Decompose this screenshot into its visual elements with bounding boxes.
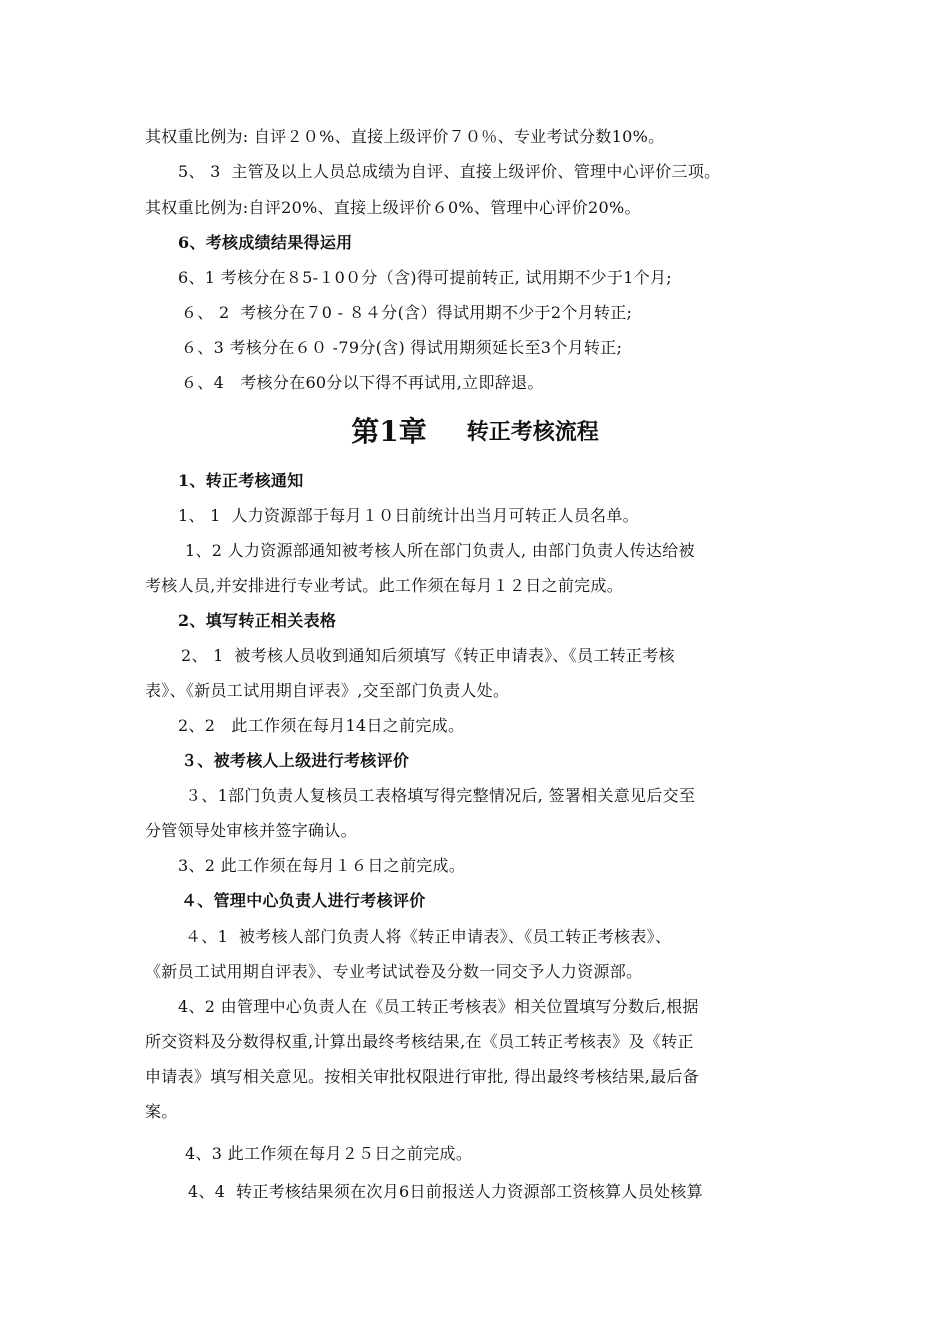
paragraph-line: 4、2 由管理中心负责人在《员工转正考核表》相关位置填写分数后,根据	[178, 997, 699, 1016]
paragraph-line: 4、3 此工作须在每月２５日之前完成。	[185, 1144, 473, 1163]
paragraph-line: 所交资料及分数得权重,计算出最终考核结果,在《员工转正考核表》及《转正	[145, 1032, 694, 1051]
paragraph-line: 6、1 考核分在８5-１0０分（含)得可提前转正, 试用期不少于1个月;	[178, 268, 672, 287]
paragraph-line: 申请表》填写相关意见。按相关审批权限进行审批, 得出最终考核结果,最后备	[145, 1067, 700, 1086]
chapter-title	[0, 410, 950, 450]
paragraph-line: ６、 2 考核分在７0 - ８４分(含）得试用期不少于2个月转正;	[181, 303, 633, 322]
paragraph-line: 2、 1 被考核人员收到通知后须填写《转正申请表》、《员工转正考核	[181, 646, 675, 665]
paragraph-line: 考核人员,并安排进行专业考试。此工作须在每月１２日之前完成。	[145, 576, 624, 595]
paragraph-line: 《新员工试用期自评表》、专业考试试卷及分数一同交予人力资源部。	[145, 962, 643, 981]
paragraph-line: 1、2 人力资源部通知被考核人所在部门负责人, 由部门负责人传达给被	[185, 541, 695, 560]
paragraph-line: ６、4 考核分在60分以下得不再试用,立即辞退。	[181, 373, 544, 392]
paragraph-line: ６、3 考核分在６０ -79分(含) 得试用期须延长至3个月转正;	[181, 338, 623, 357]
section-heading: ３、被考核人上级进行考核评价	[181, 751, 410, 770]
paragraph-line: 4、4 转正考核结果须在次月6日前报送人力资源部工资核算人员处核算	[188, 1182, 703, 1201]
paragraph-line: 其权重比例为:自评20%、直接上级评价６0%、管理中心评价20%。	[145, 198, 641, 217]
section-heading: 6、考核成绩结果得运用	[178, 233, 353, 252]
section-heading: ４、管理中心负责人进行考核评价	[181, 891, 426, 910]
paragraph-line: 1、 1 人力资源部于每月１０日前统计出当月可转正人员名单。	[178, 506, 639, 525]
paragraph-line: 分管领导处审核并签字确认。	[145, 821, 357, 840]
chapter-name: 转正考核流程	[466, 419, 599, 445]
section-heading: 2、填写转正相关表格	[178, 611, 337, 630]
paragraph-line: 2、2 此工作须在每月14日之前完成。	[178, 716, 465, 735]
paragraph-line: 3、2 此工作须在每月１６日之前完成。	[178, 856, 466, 875]
paragraph-line: ４、1 被考核人部门负责人将《转正申请表》、《员工转正考核表》、	[185, 927, 672, 946]
paragraph-line: 其权重比例为: 自评２０%、直接上级评价７０％、专业考试分数10%。	[145, 127, 665, 146]
paragraph-line: 案。	[145, 1102, 178, 1121]
paragraph-line: 表》、《新员工试用期自评表》,交至部门负责人处。	[145, 681, 510, 700]
paragraph-line: ３、1部门负责人复核员工表格填写得完整情况后, 签署相关意见后交至	[185, 786, 696, 805]
paragraph-line: 5、 3 主管及以上人员总成绩为自评、直接上级评价、管理中心评价三项。	[178, 162, 721, 181]
section-heading: 1、转正考核通知	[178, 471, 304, 490]
chapter-number: 第1章	[351, 415, 427, 448]
